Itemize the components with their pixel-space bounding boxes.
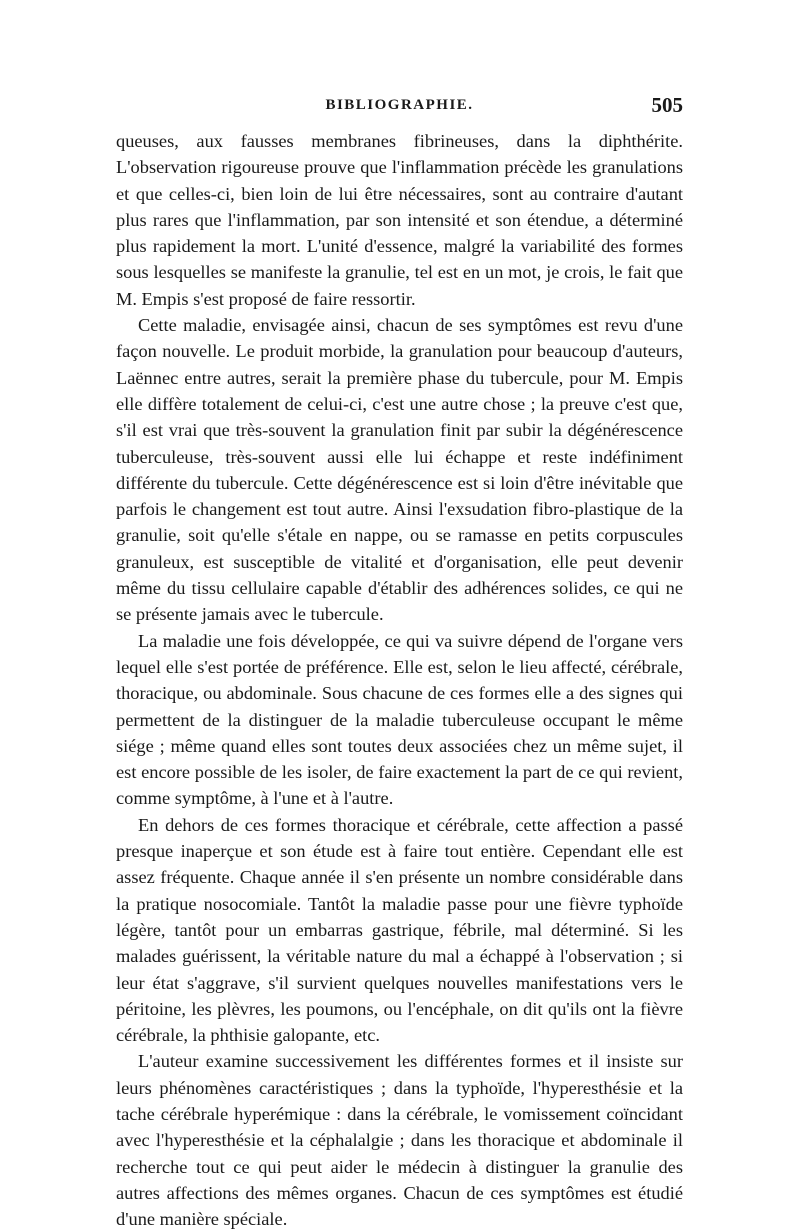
paragraph-5: L'auteur examine successivement les différentes formes et il insiste sur leurs phénomènes caractéristiques ; dans la typhoïde, l'hyperesthésie et la tache cérébrale hyperémique : dans la cérébrale, le vomissement coïncidant avec l'hyperesthésie et la céphalalgie ; dans les thoracique et abdominale il recherche tout ce qui peut aider le médecin à distinguer la granulie des autres affections des mêmes organes. Chacun de ces symptômes est étudié d'une manière spéciale. [116, 1051, 683, 1230]
paragraph-2: Cette maladie, envisagée ainsi, chacun de ses symptômes est revu d'une façon nouvelle. Le produit morbide, la granulation pour beaucoup d'auteurs, Laënnec entre autres, serait la première phase du tubercule, pour M. Empis elle diffère totalement de celui-ci, c'est une autre chose ; la preuve c'est que, s'il est vrai que très-souvent la granulation finit par subir la dégénérescence tuberculeuse, très-souvent aussi elle lui échappe et reste indéfiniment différente du tubercule. Cette dégénérescence est si loin d'être inévitable que parfois le changement est tout autre. Ainsi l'exsudation fibro-plastique de la granulie, soit qu'elle s'étale en nappe, ou se ramasse en petits corpuscules granuleux, est susceptible de vitalité et d'organisation, elle peut devenir même du tissu cellulaire capable d'établir des adhérences solides, ce qui ne se présente jamais avec le tubercule. [116, 315, 683, 625]
running-title: BIBLIOGRAPHIE. [325, 97, 474, 113]
text-block [116, 128, 683, 1232]
paragraph-1: queuses, aux fausses membranes fibrineuses, dans la diphthérite. L'observation rigoureuse prouve que l'inflammation précède les granulations et que celles-ci, bien loin de lui être nécessaires, sont au contraire d'autant plus rares que l'inflammation, par son intensité et son étendue, a déterminé plus rapidement la mort. L'unité d'essence, malgré la variabilité des formes sous lesquelles se manifeste la granulie, tel est en un mot, je crois, le fait que M. Empis s'est proposé de faire ressortir. [116, 131, 683, 309]
paragraph-3: La maladie une fois développée, ce qui va suivre dépend de l'organe vers lequel elle s'est portée de préférence. Elle est, selon le lieu affecté, cérébrale, thoracique, ou abdominale. Sous chacune de ces formes elle a des signes qui permettent de la distinguer de la maladie tuberculeuse occupant le même siége ; même quand elles sont toutes deux associées chez un même sujet, il est encore possible de les isoler, de faire exactement la part de ce qui revient, comme symptôme, à l'une et à l'autre. [116, 630, 683, 809]
page-number: 505 [651, 93, 683, 117]
paragraph-4: En dehors de ces formes thoracique et cérébrale, cette affection a passé presque inaperçue et son étude est à faire tout entière. Cependant elle est assez fréquente. Chaque année il s'en présente un nombre considérable dans la pratique nosocomiale. Tantôt la maladie passe pour une fièvre typhoïde légère, tantôt pour un embarras gastrique, fébrile, mal déterminé. Si les malades guérissent, la véritable nature du mal a échappé à l'observation ; si leur état s'aggrave, s'il survient quelques nouvelles manifestations vers le péritoine, les plèvres, les poumons, ou l'encéphale, on dit qu'ils ont la fièvre cérébrale, la phthisie galopante, etc. [116, 814, 683, 1046]
running-head [116, 90, 683, 120]
